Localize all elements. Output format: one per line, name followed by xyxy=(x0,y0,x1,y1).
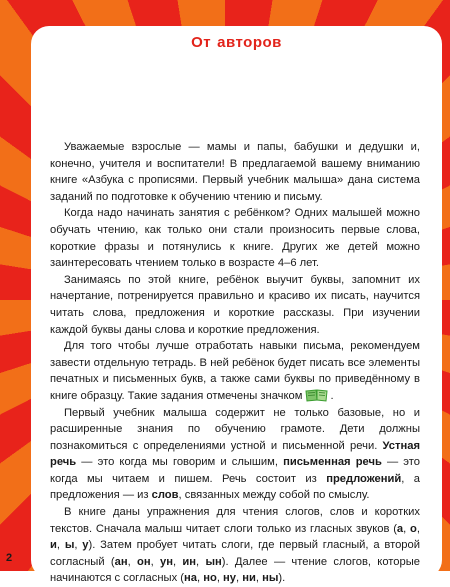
paragraph-5: Первый учебник малыша содержит не только базовые, но и расширенные знания по обучению грамоте. Дети должны познакомиться с определениями устной и письменной речи. Устная речь — это когда мы говорим и слышим, письменная речь — это когда мы читаем и пишем. Речь состоит из предложений, а предложения — из слов, связанных между собой по смыслу. xyxy=(50,406,420,502)
page-number: 2 xyxy=(6,552,13,564)
book-icon xyxy=(304,388,330,402)
paragraph-4: Для того чтобы лучше отработать навыки письма, рекомендуем завести отдельную тетрадь. В ней ребёнок будет писать все элементы печатных и письменных букв, а также сами буквы по приведённому в книге образцу. Такие задания отмечены значком . xyxy=(50,340,420,402)
page-title: От авторов xyxy=(191,34,282,51)
paragraph-3: Занимаясь по этой книге, ребёнок выучит буквы, запомнит их начертание, потренируется правильно и красиво их писать, научится читать слова, предложения и короткие рассказы. При изучении каждой буквы даны слова и короткие предложения. xyxy=(50,273,420,336)
paragraph-1: Уважаемые взрослые — мамы и папы, бабушки и дедушки и, конечно, учителя и воспитатели! В предлагаемой вашему вниманию книге «Азбука с прописями. Первый учебник малыша» дана система заданий по подготовке к обучению чтению и письму. xyxy=(50,141,420,203)
paragraph-6: В книге даны упражнения для чтения слогов, слов и коротких текстов. Сначала малыш читает слоги только из гласных звуков (а, о, и, ы, у). Затем пробует читать слоги, где первый гласный, а второй согласный (ан, он, ун, ин, ын). Далее — чтение слогов, которые начинаются с согласных (на, но, ну, ни, ны). xyxy=(50,506,420,585)
paragraph-2: Когда надо начинать занятия с ребёнком? Одних малышей можно обучать чтению, как только они стали произносить первые слова, короткие фразы и потянулись к книге. Других же детей можно заинтересовать чтением только в возрасте 4–6 лет. xyxy=(50,207,420,270)
preface-text xyxy=(50,139,420,587)
